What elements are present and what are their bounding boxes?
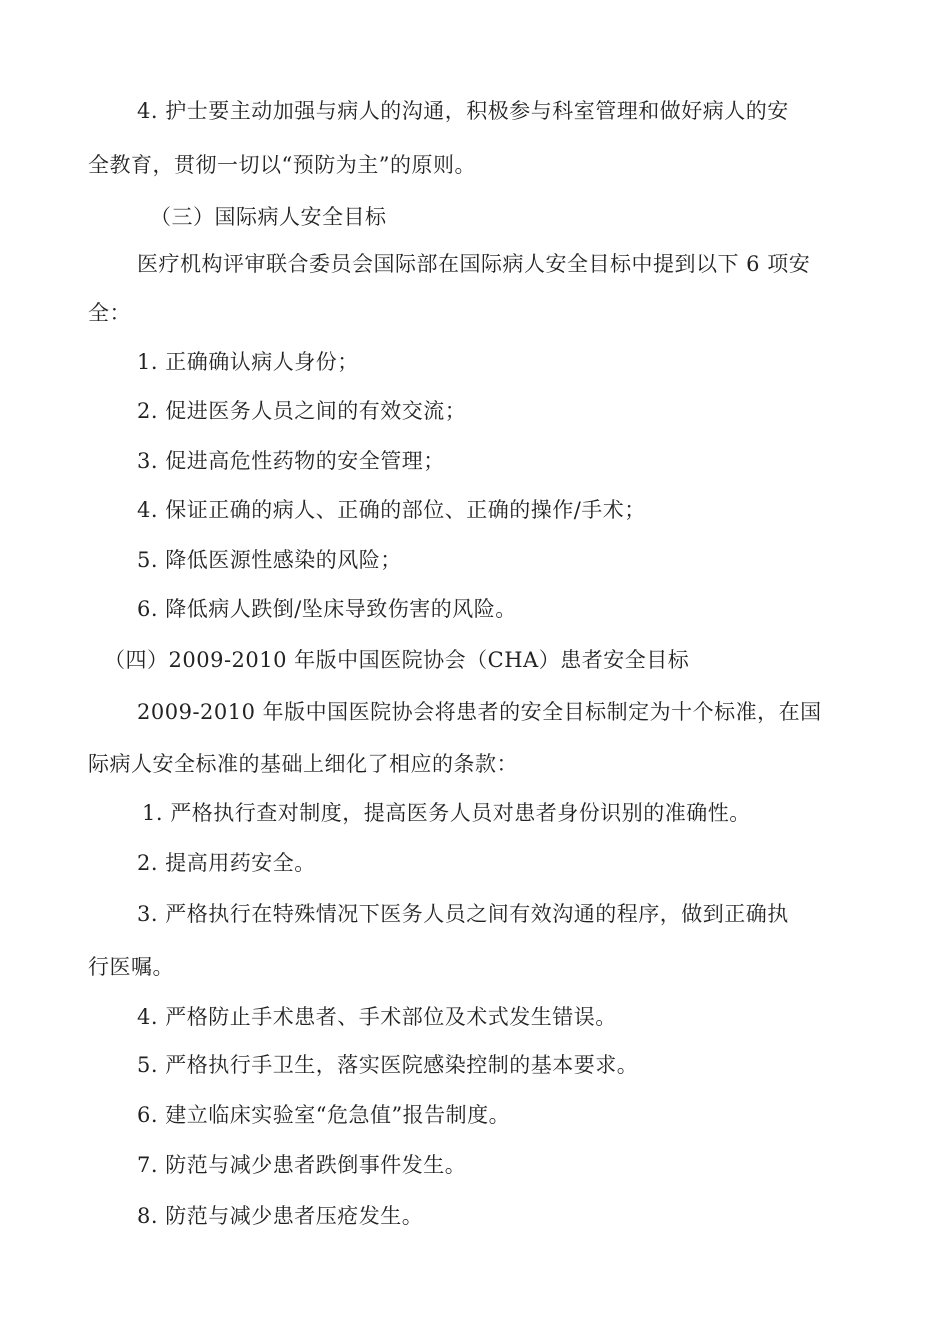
list-item: 2. 提高用药安全。: [137, 851, 316, 875]
list-item: 8. 防范与减少患者压疮发生。: [137, 1204, 424, 1228]
paragraph-line: 全：: [88, 301, 131, 325]
paragraph-line: 4. 护士要主动加强与病人的沟通，积极参与科室管理和做好病人的安: [137, 99, 789, 123]
list-item: 行医嘱。: [88, 955, 174, 979]
list-item: 5. 严格执行手卫生，落实医院感染控制的基本要求。: [137, 1053, 639, 1077]
list-item: 6. 建立临床实验室“危急值”报告制度。: [137, 1103, 511, 1127]
list-item: 2. 促进医务人员之间的有效交流；: [137, 399, 467, 423]
list-item: 4. 严格防止手术患者、手术部位及术式发生错误。: [137, 1005, 617, 1029]
section-heading: （三）国际病人安全目标: [150, 205, 387, 229]
paragraph-line: 际病人安全标准的基础上细化了相应的条款：: [88, 752, 518, 776]
list-item: 5. 降低医源性感染的风险；: [137, 548, 402, 572]
list-item: 7. 防范与减少患者跌倒事件发生。: [137, 1153, 467, 1177]
list-item: 1. 正确确认病人身份；: [137, 350, 359, 374]
section-heading: （四）2009-2010 年版中国医院协会（CHA）患者安全目标: [104, 648, 690, 672]
list-item: 4. 保证正确的病人、正确的部位、正确的操作/手术；: [137, 498, 646, 522]
list-item: 1. 严格执行查对制度，提高医务人员对患者身份识别的准确性。: [142, 801, 751, 825]
list-item: 6. 降低病人跌倒/坠床导致伤害的风险。: [137, 597, 517, 621]
paragraph-line: 2009-2010 年版中国医院协会将患者的安全目标制定为十个标准，在国: [137, 700, 822, 724]
list-item: 3. 促进高危性药物的安全管理；: [137, 449, 445, 473]
list-item: 3. 严格执行在特殊情况下医务人员之间有效沟通的程序，做到正确执: [137, 902, 789, 926]
paragraph-line: 医疗机构评审联合委员会国际部在国际病人安全目标中提到以下 6 项安: [137, 252, 811, 276]
paragraph-line: 全教育，贯彻一切以“预防为主”的原则。: [88, 153, 476, 177]
